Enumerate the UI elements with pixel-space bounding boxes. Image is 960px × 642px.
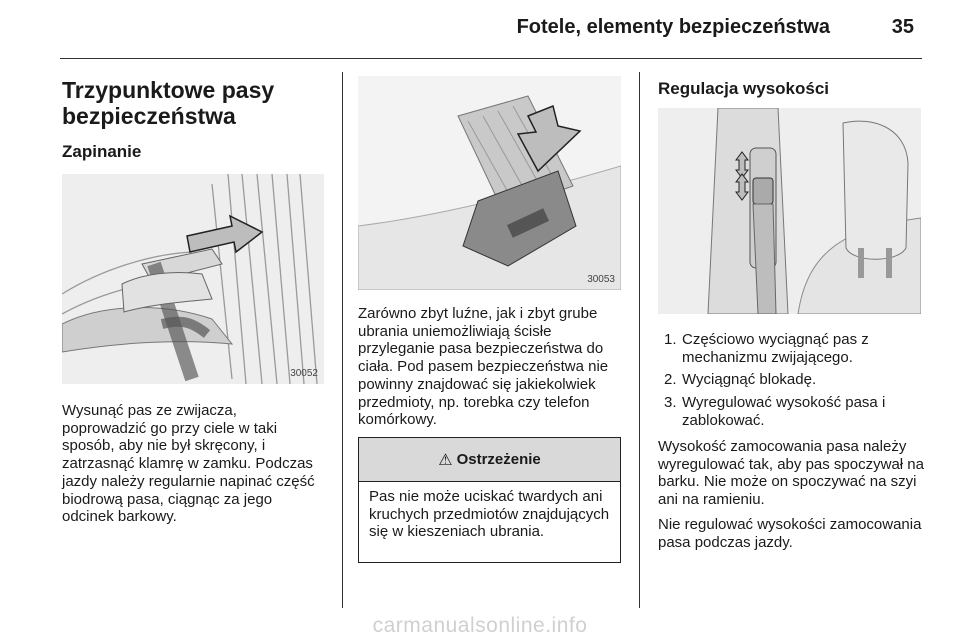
- subheading-fastening: Zapinanie: [62, 142, 142, 161]
- list-item: [658, 371, 928, 389]
- list-item: [658, 331, 928, 366]
- section-heading: Trzypunktowe pasy bezpieczeństwa: [62, 77, 275, 129]
- height-adjuster-illustration: [658, 108, 921, 314]
- figure-height-adjuster: [658, 108, 921, 314]
- warning-box: [358, 437, 621, 563]
- step-text: Wyciągnąć blokadę.: [682, 371, 817, 389]
- clothing-note: Zarówno zbyt luźne, jak i zbyt grube ubrania uniemożliwiają ścisłe przyleganie pasa bezpieczeństwa do ciała. Pod pasem bezpieczeństwa nie powinny znajdować się jakiekolwiek przedmioty, np. torebka czy telefon komórkowy.: [358, 305, 609, 429]
- height-adjust-paragraph: Wysokość zamocowania pasa należy wyregulować tak, aby pas spoczywał na barku. Nie może on spoczywać na szyi ani na ramieniu.: [658, 438, 924, 509]
- fastening-instructions: Wysunąć pas ze zwijacza, poprowadzić go przy ciele w taki sposób, aby nie był skręcony, i zatrzasnąć klamrę w zamku. Podczas jazdy należy regularnie napinać część biodrową pasa, ciągnąc za jego odcinek barkowy.: [62, 402, 315, 526]
- step-number: 3.: [664, 394, 677, 412]
- column-divider-2: [639, 72, 640, 608]
- warning-text: Pas nie może uciskać twardych ani kruchych przedmiotów znajdujących się w kieszeniach ubrania.: [369, 488, 610, 540]
- adjustment-steps: [658, 331, 928, 435]
- list-item: [658, 394, 928, 429]
- header-divider: [60, 58, 922, 59]
- step-number: 2.: [664, 371, 677, 389]
- buckle-closeup-illustration: [358, 76, 621, 290]
- subheading-height-adjust: Regulacja wysokości: [658, 79, 830, 98]
- height-adjust-caution: Nie regulować wysokości zamocowania pasa podczas jazdy.: [658, 516, 922, 551]
- figure-buckling-belt: [62, 174, 324, 384]
- step-text: Wyregulować wysokość pasa i zablokować.: [682, 394, 886, 429]
- page-number: 35: [891, 16, 914, 38]
- column-divider-1: [342, 72, 343, 608]
- step-number: 1.: [664, 331, 677, 348]
- warning-title: Ostrzeżenie: [456, 451, 541, 468]
- warning-header: [359, 438, 620, 482]
- watermark: carmanualsonline.info: [372, 614, 588, 637]
- warning-triangle-icon: ⚠: [438, 451, 453, 469]
- figure-number: 30052: [290, 368, 318, 379]
- running-header-title: Fotele, elementy bezpieczeństwa: [516, 16, 830, 38]
- figure-buckle-closeup: [358, 76, 621, 290]
- step-text: Częściowo wyciągnąć pas z mechanizmu zwijającego.: [682, 331, 869, 366]
- belt-buckling-illustration: [62, 174, 324, 384]
- figure-number: 30053: [587, 274, 615, 285]
